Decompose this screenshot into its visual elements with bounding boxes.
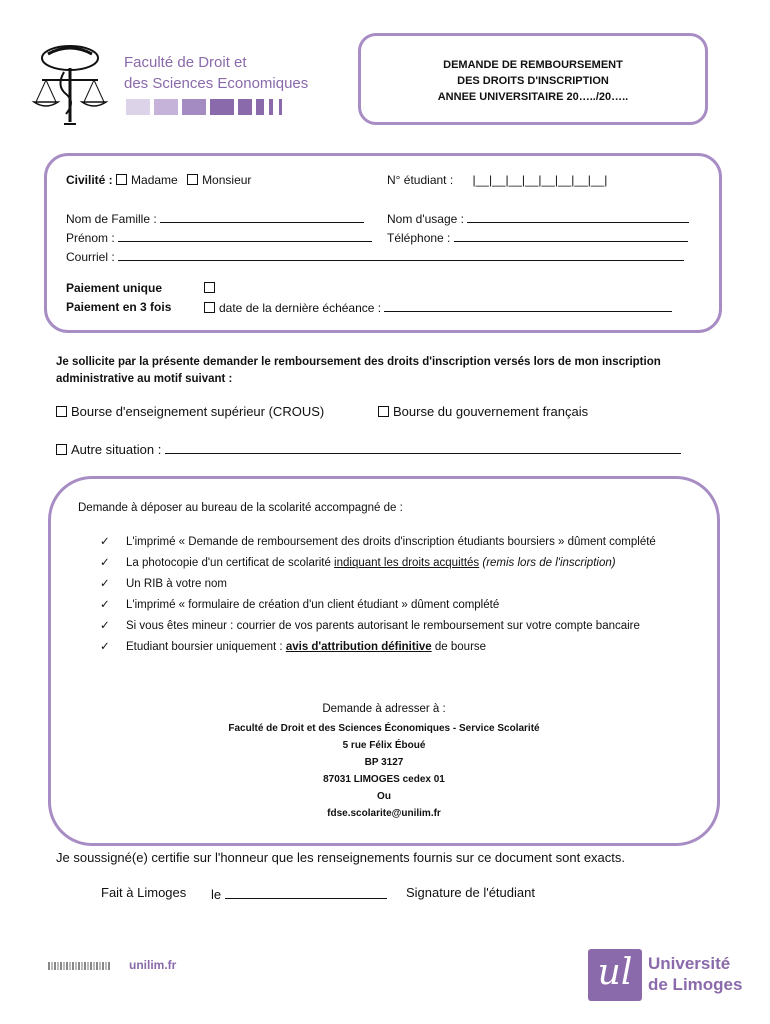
check-icon: ✓	[100, 557, 110, 569]
student-number-label: N° étudiant :	[387, 173, 454, 187]
documents-intro: Demande à déposer au bureau de la scolarité accompagné de :	[78, 502, 403, 514]
footer-barcode-decoration	[48, 962, 110, 970]
list-item: ✓ La photocopie d'un certificat de scolarité indiquant les droits acquittés (remis lors de l'inscription)	[100, 554, 690, 572]
check-icon: ✓	[100, 641, 110, 653]
list-item: ✓ Un RIB à votre nom	[100, 575, 690, 593]
university-name-line2: de Limoges	[648, 975, 743, 994]
nom-usage-label: Nom d'usage :	[387, 212, 464, 226]
list-item: ✓ Etudiant boursier uniquement : avis d'attribution définitive de bourse	[100, 638, 690, 656]
telephone-label: Téléphone :	[387, 231, 451, 245]
prenom-field[interactable]	[118, 230, 372, 242]
address-line4: 87031 LIMOGES cedex 01	[323, 774, 445, 785]
nom-usage-field[interactable]	[467, 211, 689, 223]
scales-of-justice-icon	[30, 40, 110, 130]
madame-checkbox[interactable]	[116, 174, 127, 185]
telephone-field[interactable]	[454, 230, 688, 242]
paiement-unique-label: Paiement unique	[66, 281, 163, 295]
university-logo-monogram: ul	[588, 949, 642, 1001]
civilite-label: Civilité :	[66, 173, 113, 187]
list-item: ✓ L'imprimé « Demande de remboursement des droits d'inscription étudiants boursiers » dûment complété	[100, 533, 690, 551]
nom-famille-field[interactable]	[160, 211, 364, 223]
date-label: le	[211, 887, 222, 902]
university-name-line1: Université	[648, 954, 731, 973]
address-block	[48, 720, 720, 822]
courriel-label: Courriel :	[66, 250, 115, 264]
title-line2: DES DROITS D'INSCRIPTION	[457, 75, 609, 87]
certification-text: Je soussigné(e) certifie sur l'honneur que les renseignements fournis sur ce document sont exacts.	[56, 850, 625, 865]
faculty-color-stripes	[126, 99, 282, 115]
paiement-unique-checkbox[interactable]	[204, 282, 215, 293]
address-email[interactable]: fdse.scolarite@unilim.fr	[327, 808, 441, 819]
faculty-name-line1: Faculté de Droit et	[124, 54, 247, 71]
faculty-emblem	[30, 40, 110, 130]
civilite-row	[66, 173, 251, 187]
monsieur-checkbox[interactable]	[187, 174, 198, 185]
address-line1: Faculté de Droit et des Sciences Économiques - Service Scolarité	[228, 723, 540, 734]
address-line5: Ou	[377, 791, 391, 802]
address-line2: 5 rue Félix Éboué	[342, 740, 426, 751]
courriel-field[interactable]	[118, 249, 684, 261]
signature-label: Signature de l'étudiant	[406, 885, 535, 900]
title-box	[358, 33, 708, 125]
list-item: ✓ Si vous êtes mineur : courrier de vos parents autorisant le remboursement sur votre compte bancaire	[100, 617, 690, 635]
title-line1: DEMANDE DE REMBOURSEMENT	[443, 59, 623, 71]
check-icon: ✓	[100, 599, 110, 611]
faculty-name-line2: des Sciences Economiques	[124, 75, 309, 92]
documents-list	[100, 533, 690, 659]
address-intro: Demande à adresser à :	[322, 703, 446, 715]
student-number-field[interactable]: |__|__|__|__|__|__|__|__|	[472, 173, 608, 187]
footer-site-link[interactable]: unilim.fr	[129, 958, 177, 972]
check-icon: ✓	[100, 620, 110, 632]
paiement-3-fois-label: Paiement en 3 fois	[66, 300, 172, 314]
list-item: ✓ L'imprimé « formulaire de création d'un client étudiant » dûment complété	[100, 596, 690, 614]
title-line3: ANNEE UNIVERSITAIRE 20…../20…..	[437, 91, 629, 103]
autre-label: Autre situation :	[71, 442, 162, 457]
gouv-label: Bourse du gouvernement français	[393, 404, 589, 419]
paiement-3-fois-checkbox[interactable]	[204, 302, 215, 313]
crous-label: Bourse d'enseignement supérieur (CROUS)	[71, 404, 325, 419]
date-field[interactable]	[225, 885, 387, 899]
derniere-echeance-label: date de la dernière échéance :	[219, 301, 382, 315]
prenom-label: Prénom :	[66, 231, 115, 245]
autre-field[interactable]	[165, 440, 681, 454]
gouv-checkbox[interactable]	[378, 406, 389, 417]
autre-checkbox[interactable]	[56, 444, 67, 455]
check-icon: ✓	[100, 536, 110, 548]
fait-a-label: Fait à Limoges	[101, 885, 187, 900]
madame-label: Madame	[131, 173, 178, 187]
check-icon: ✓	[100, 578, 110, 590]
nom-famille-label: Nom de Famille :	[66, 212, 157, 226]
monsieur-label: Monsieur	[202, 173, 252, 187]
request-text: Je sollicite par la présente demander le remboursement des droits d'inscription versés lors de mon inscription administrative au motif suivant :	[56, 356, 661, 385]
address-line3: BP 3127	[364, 757, 404, 768]
university-logo	[588, 949, 758, 1001]
derniere-echeance-field[interactable]	[384, 300, 672, 312]
crous-checkbox[interactable]	[56, 406, 67, 417]
